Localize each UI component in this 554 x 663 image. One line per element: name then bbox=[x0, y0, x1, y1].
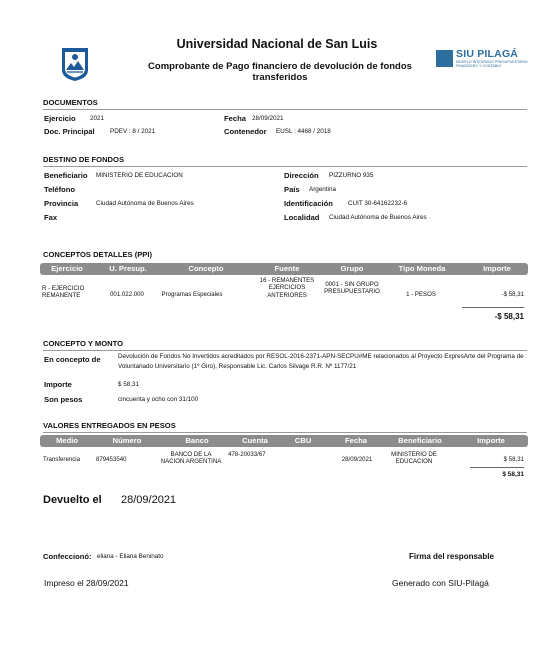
son-pesos-value: cincuenta y ocho con 31/100 bbox=[118, 396, 199, 403]
col-banco: Banco bbox=[185, 436, 209, 445]
col-fuente: Fuente bbox=[274, 264, 300, 273]
fecha-value: 28/09/2021 bbox=[252, 115, 284, 122]
provincia-label: Provincia bbox=[44, 199, 79, 208]
section-documentos: DOCUMENTOS bbox=[43, 98, 98, 107]
localidad-value: Ciudad Autónoma de Buenos Aires bbox=[329, 214, 427, 221]
impreso-text: Impreso el 28/09/2021 bbox=[44, 578, 129, 588]
contenedor-label: Contenedor bbox=[224, 127, 267, 136]
row-fecha: 28/09/2021 bbox=[341, 456, 373, 463]
contenedor-value: EUSL : 4468 / 2018 bbox=[276, 128, 331, 135]
university-name: Universidad Nacional de San Luis bbox=[176, 37, 378, 51]
col-grupo: Grupo bbox=[340, 264, 364, 273]
col-concepto: Concepto bbox=[188, 264, 224, 273]
fax-label: Fax bbox=[44, 213, 58, 222]
identificacion-value: CUIT 30-64162232-6 bbox=[348, 200, 408, 207]
divider bbox=[43, 109, 527, 110]
row-fuente: 16 - REMANENTES EJERCICIOS ANTERIORES bbox=[259, 277, 315, 299]
importe-label: Importe bbox=[44, 380, 72, 389]
conceptos-header bbox=[40, 263, 528, 275]
divider bbox=[43, 350, 527, 351]
col-cuenta: Cuenta bbox=[242, 436, 268, 445]
section-conceptos: CONCEPTOS DETALLES (PPI) bbox=[43, 250, 152, 259]
row-medio: Transferencia bbox=[43, 456, 81, 463]
university-logo bbox=[60, 46, 90, 82]
direccion-value: PIZZURNO 935 bbox=[329, 172, 374, 179]
row-banco: BANCO DE LA NACION ARGENTINA bbox=[160, 451, 222, 466]
row-importe: -$ 58,31 bbox=[501, 291, 524, 298]
col-importe: Importe bbox=[483, 264, 511, 273]
col-numero: Número bbox=[112, 436, 142, 445]
row-concepto: Programas Especiales bbox=[161, 291, 223, 298]
devuelto-label: Devuelto el bbox=[43, 494, 102, 506]
doc-principal-label: Doc. Principal bbox=[44, 127, 95, 136]
section-destino: DESTINO DE FONDOS bbox=[43, 155, 125, 164]
row-ejercicio: R - EJERCICIO REMANENTE bbox=[42, 285, 85, 300]
conceptos-total: -$ 58,31 bbox=[494, 312, 524, 321]
col-ejercicio: Ejercicio bbox=[51, 264, 83, 273]
valores-total: $ 58,31 bbox=[502, 471, 524, 478]
importe-value: $ 58,31 bbox=[118, 381, 140, 388]
beneficiario-value: MINISTERIO DE EDUCACION bbox=[96, 172, 183, 179]
row-u-presup: 001.022.000 bbox=[110, 291, 144, 298]
total-underline bbox=[462, 307, 524, 308]
ejercicio-label: Ejercicio bbox=[44, 114, 76, 123]
confecciono-value: eliana - Eliana Beninato bbox=[97, 553, 164, 560]
son-pesos-label: Son pesos bbox=[44, 395, 83, 404]
row-importe: $ 58,31 bbox=[503, 456, 524, 463]
section-valores: VALORES ENTREGADOS EN PESOS bbox=[43, 421, 176, 430]
provincia-value: Ciudad Autónoma de Buenos Aires bbox=[96, 200, 194, 207]
row-tipo-moneda: 1 - PESOS bbox=[406, 291, 436, 298]
col-importe: Importe bbox=[477, 436, 505, 445]
confecciono-label: Confeccionó: bbox=[43, 552, 92, 561]
beneficiario-label: Beneficiario bbox=[44, 171, 88, 180]
pais-value: Argentina bbox=[309, 186, 336, 193]
row-beneficiario: MINISTERIO DE EDUCACION bbox=[391, 451, 437, 466]
siu-pilaga-logo bbox=[436, 48, 536, 70]
divider bbox=[43, 432, 527, 433]
document-subtitle: Comprobante de Pago financiero de devolución de fondos transferidos bbox=[148, 61, 412, 83]
row-cuenta: 478-20033/67 bbox=[228, 451, 266, 458]
siu-logo-tagline: MODELO INTEGRADO PRESUPUESTARIO FINANCIERO Y CONTABLE bbox=[456, 60, 528, 68]
siu-logo-icon bbox=[436, 50, 453, 67]
row-numero: 879453540 bbox=[96, 456, 127, 463]
pais-label: País bbox=[284, 185, 300, 194]
col-u-presup: U. Presup. bbox=[109, 264, 147, 273]
doc-principal-value: PDEV : 8 / 2021 bbox=[110, 128, 156, 135]
en-concepto-value: Devolución de Fondos No Invertidos acreditados por RESOL-2016-2371-APN-SECPU#ME relacionados al Proyecto ExpresArte del Programa de Voluntariado Universitario (1º Giro), Responsable Lic. Carlos Silvage R.R. Nº 1177/21 bbox=[118, 353, 524, 370]
divider bbox=[43, 166, 527, 167]
row-grupo: 0001 - SIN GRUPO PRESUPUESTARIO bbox=[324, 281, 380, 296]
firma-responsable: Firma del responsable bbox=[409, 552, 494, 561]
telefono-label: Teléfono bbox=[44, 185, 76, 194]
generado-text: Generado con SIU-Pilagá bbox=[392, 578, 489, 588]
col-beneficiario: Beneficiario bbox=[398, 436, 442, 445]
fecha-label: Fecha bbox=[224, 114, 246, 123]
ejercicio-value: 2021 bbox=[90, 115, 105, 122]
identificacion-label: Identificación bbox=[284, 199, 333, 208]
col-cbu: CBU bbox=[294, 436, 312, 445]
col-fecha: Fecha bbox=[345, 436, 367, 445]
localidad-label: Localidad bbox=[284, 213, 320, 222]
valores-header bbox=[40, 435, 528, 447]
total-underline bbox=[470, 467, 524, 468]
col-tipo-moneda: Tipo Moneda bbox=[398, 264, 446, 273]
col-medio: Medio bbox=[56, 436, 78, 445]
devuelto-fecha: 28/09/2021 bbox=[121, 494, 177, 506]
en-concepto-label: En concepto de bbox=[44, 355, 101, 364]
section-concepto-monto: CONCEPTO Y MONTO bbox=[43, 339, 124, 348]
direccion-label: Dirección bbox=[284, 171, 319, 180]
siu-logo-name: SIU PILAGÁ bbox=[456, 48, 519, 60]
